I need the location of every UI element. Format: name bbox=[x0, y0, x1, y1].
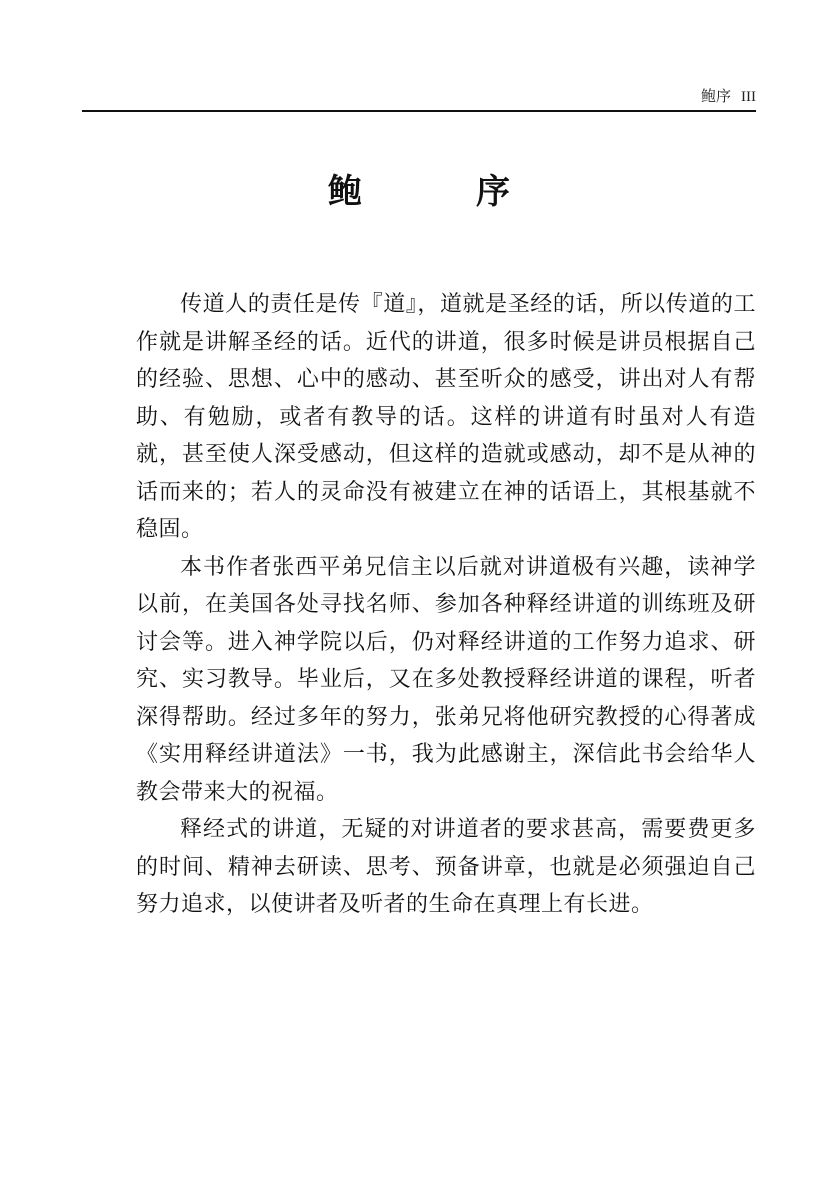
paragraph: 释经式的讲道，无疑的对讲道者的要求甚高，需要费更多的时间、精神去研读、思考、预备讲章，也就是必须强迫自己努力追求，以使讲者及听者的生命在真理上有长进。 bbox=[136, 817, 756, 917]
running-header-section: 鲍序 bbox=[700, 87, 731, 105]
body-text bbox=[136, 286, 756, 924]
header-rule bbox=[82, 110, 756, 112]
paragraph: 传道人的责任是传『道』，道就是圣经的话，所以传道的工作就是讲解圣经的话。近代的讲道，很多时候是讲员根据自己的经验、思想、心中的感动、甚至听众的感受，讲出对人有帮助、有勉励，或者有教导的话。这样的讲道有时虽对人有造就，甚至使人深受感动，但这样的造就或感动，却不是从神的话而来的；若人的灵命没有被建立在神的话语上，其根基就不稳固。 bbox=[136, 292, 756, 542]
running-header bbox=[82, 84, 756, 108]
chapter-title: 鲍 序 bbox=[328, 172, 550, 212]
paragraph: 本书作者张西平弟兄信主以后就对讲道极有兴趣，读神学以前，在美国各处寻找名师、参加各种释经讲道的训练班及研讨会等。进入神学院以后，仍对释经讲道的工作努力追求、研究、实习教导。毕业后，又在多处教授释经讲道的课程，听者深得帮助。经过多年的努力，张弟兄将他研究教授的心得著成《实用释经讲道法》一书，我为此感谢主，深信此书会给华人教会带来大的祝福。 bbox=[136, 554, 756, 805]
page-number: III bbox=[741, 89, 756, 105]
